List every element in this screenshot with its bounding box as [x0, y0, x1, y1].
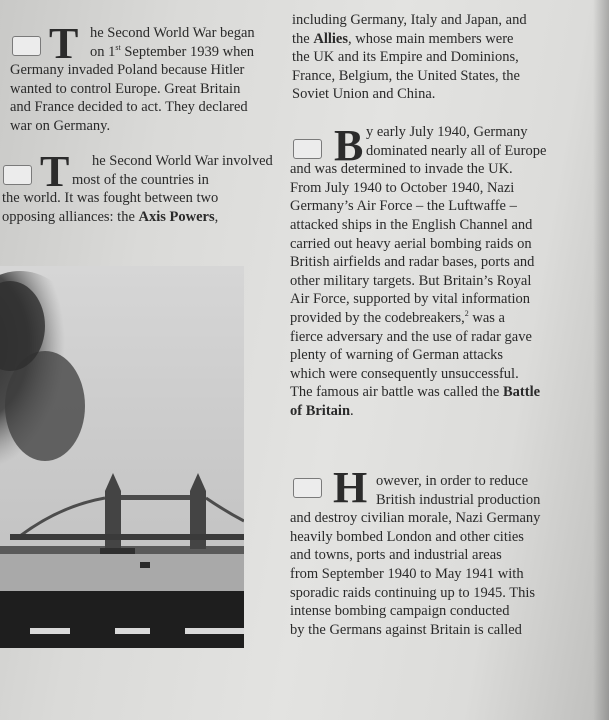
bold-axis-powers: Axis Powers — [138, 208, 215, 225]
text-line: plenty of warning of German attacks — [290, 347, 503, 364]
drop-cap-letter: H — [333, 463, 368, 512]
text-line-end: was a — [468, 309, 505, 326]
text-line: from September 1940 to May 1941 with — [290, 565, 524, 582]
paragraph-war-involved — [2, 147, 274, 226]
text-line: heavily bombed London and other cities — [290, 528, 524, 545]
text-line: war on Germany. — [10, 117, 111, 134]
text-line: and destroy civilian morale, Nazi Germany — [290, 510, 541, 527]
photo-illustration — [0, 266, 244, 648]
paragraph-blitz — [290, 472, 595, 639]
text-line: From July 1940 to October 1940, Nazi — [290, 179, 515, 196]
text-line: and towns, ports and industrial areas — [290, 547, 502, 564]
drop-cap-letter: B — [334, 121, 364, 170]
bold-battle: Battle — [502, 384, 541, 401]
text-line: he Second World War began — [90, 25, 255, 41]
text-line-end: , — [214, 208, 219, 225]
bold-of-britain: of Britain — [290, 402, 351, 419]
text-line — [10, 43, 272, 62]
text-line: including Germany, Italy and Japan, and — [292, 12, 527, 28]
text-line: he Second World War involved — [92, 153, 273, 169]
text-line — [290, 309, 595, 328]
drop-cap-letter: T — [40, 147, 70, 196]
page-edge-shadow — [593, 0, 609, 720]
paragraph-battle-of-britain — [290, 123, 595, 421]
text-line: the world. It was fought between two — [2, 190, 219, 207]
paragraph-allies — [292, 11, 592, 104]
text-line — [2, 208, 274, 227]
text-line: British industrial production — [376, 491, 541, 508]
text-line-start: provided by the codebreakers, — [290, 309, 465, 326]
paragraph-war-began — [10, 19, 272, 136]
text-line: owever, in order to reduce — [376, 473, 529, 489]
text-line: carried out heavy aerial bombing raids on — [290, 235, 532, 252]
text-line: sporadic raids continuing up to 1945. This — [290, 584, 535, 601]
text-line: which were consequently unsuccessful. — [290, 365, 519, 382]
text-line: intense bombing campaign conducted — [290, 603, 510, 620]
text-line — [290, 383, 595, 402]
text-line: and was determined to invade the UK. — [290, 161, 513, 178]
text-line: by the Germans against Britain is called — [290, 621, 522, 638]
text-line — [290, 402, 595, 421]
text-line: Air Force, supported by vital information — [290, 291, 531, 308]
text-line-end: September 1939 when — [120, 43, 255, 60]
text-line: Germany invaded Poland because Hitler — [10, 62, 245, 79]
text-line: attacked ships in the English Channel and — [290, 216, 533, 233]
text-line — [292, 30, 592, 49]
text-line-start: opposing alliances: the — [2, 208, 139, 225]
text-line-start: on 1 — [90, 43, 116, 60]
superscript-footnote: 2 — [464, 309, 469, 319]
text-line: the UK and its Empire and Dominions, — [292, 49, 519, 66]
text-line-start: The famous air battle was called the — [290, 384, 503, 401]
text-line: y early July 1940, Germany — [366, 124, 528, 140]
tower-bridge-photo — [0, 266, 244, 648]
text-line: most of the countries in — [72, 171, 209, 188]
superscript-st: st — [115, 42, 121, 52]
text-line: fierce adversary and the use of radar gave — [290, 328, 532, 345]
text-line: wanted to control Europe. Great Britain — [10, 80, 241, 97]
drop-cap-letter: T — [49, 19, 79, 68]
text-line: and France decided to act. They declared — [10, 99, 248, 116]
text-line: Germany’s Air Force – the Luftwaffe – — [290, 198, 517, 215]
text-line-end: , whose main members were — [347, 30, 514, 47]
text-line: France, Belgium, the United States, the — [292, 67, 520, 84]
text-line: Soviet Union and China. — [292, 86, 436, 103]
text-line-end: . — [350, 402, 354, 419]
text-line-start: the — [292, 30, 314, 47]
bold-allies: Allies — [313, 30, 348, 47]
text-line: other military targets. But Britain’s Royal — [290, 272, 532, 289]
text-line: dominated nearly all of Europe — [366, 142, 547, 159]
text-line: British airfields and radar bases, ports and — [290, 254, 535, 271]
